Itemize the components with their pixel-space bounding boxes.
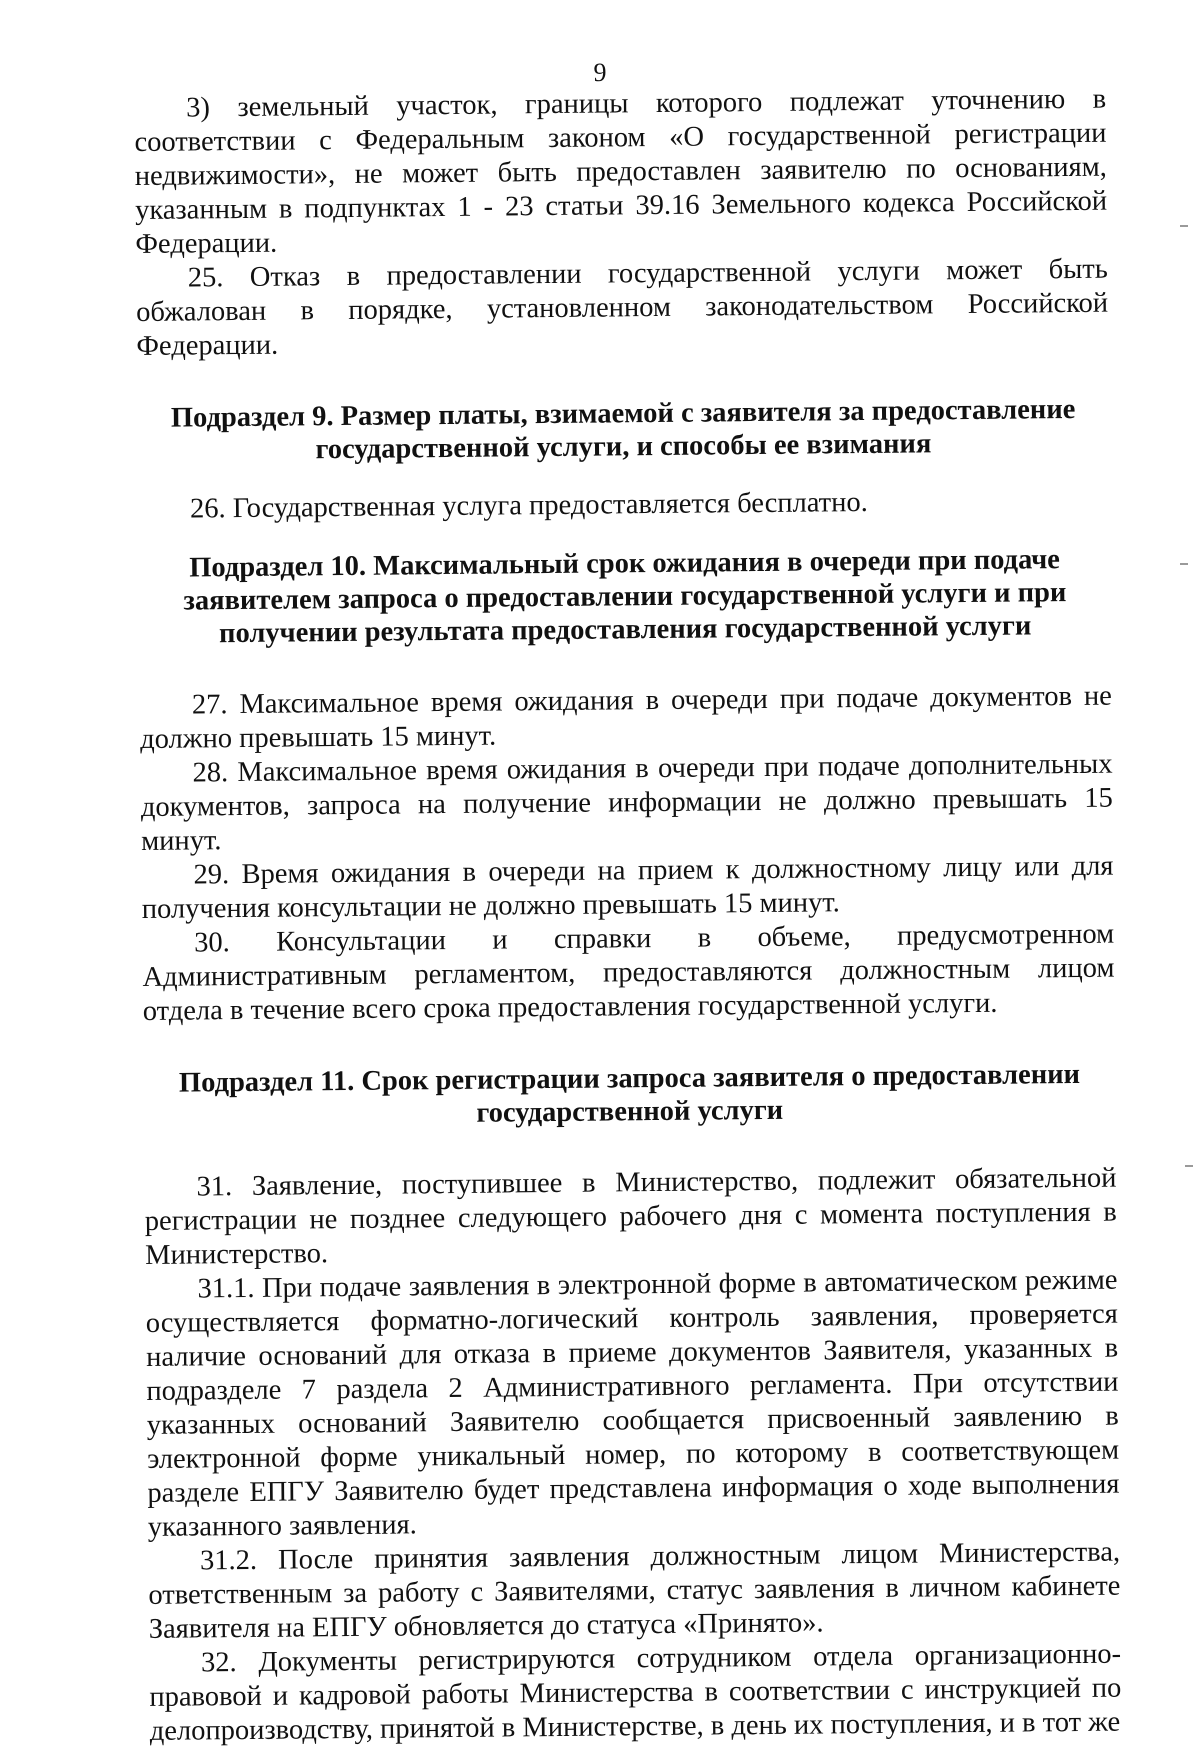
scan-mark <box>1180 563 1188 565</box>
paragraph-31: 31. Заявление, поступившее в Министерство, подлежит обязательной регистрации не позднее следующего рабочего дня с момента поступления в Министерство. <box>144 1162 1117 1271</box>
subsection-10-heading: Подраздел 10. Максимальный срок ожидания в очереди при подаче заявителем запроса о предоставлении государственной услуги и при получении результата предоставления государственной услуги <box>183 544 1067 650</box>
subsection-9-heading: Подраздел 9. Размер платы, взимаемой с заявителя за предоставление государственной услуги, и способы ее взимания <box>170 393 1076 466</box>
scan-mark <box>1185 1165 1193 1167</box>
paragraph-25: 25. Отказ в предоставлении государственной услуги может быть обжалован в порядке, установленном законодательством Российской Федерации. <box>135 253 1109 362</box>
paragraph-31-2: 31.2. После принятия заявления должностным лицом Министерства, ответственным за работу с Заявителями, статус заявления в личном кабинете Заявителя на ЕПГУ обновляется до статуса «Принято». <box>148 1536 1121 1645</box>
paragraph-26: 26. Государственная услуга предоставляется бесплатно. <box>189 486 868 525</box>
document-body <box>134 83 1122 1749</box>
paragraph-30: 30. Консультации и справки в объеме, предусмотренном Административным регламентом, предоставляются должностным лицом отдела в течение всего срока предоставления государственной услуги. <box>142 918 1115 1027</box>
paragraph-27: 27. Максимальное время ожидания в очереди при подаче документов не должно превышать 15 минут. <box>140 680 1112 755</box>
page-number: 9 <box>593 58 607 87</box>
paragraph-28: 28. Максимальное время ожидания в очереди при подаче дополнительных документов, запроса на получение информации не должно превышать 15 минут. <box>140 748 1113 857</box>
paragraph-item-3: 3) земельный участок, границы которого подлежат уточнению в соответствии с Федеральным законом «О государственной регистрации недвижимости», не может быть предоставлен заявителю по основаниям, указанным в подпунктах 1 - 23 статьи 39.16 Земельного кодекса Российской Федерации. <box>134 83 1108 260</box>
paragraph-31-1: 31.1. При подаче заявления в электронной форме в автоматическом режиме осуществляется форматно-логический контроль заявления, проверяется наличие оснований для отказа в приеме документов Заявителя, указанных в подразделе 7 раздела 2 Административного регламента. При отсутствии указанных оснований Заявителю сообщается присвоенный заявлению в электронной форме уникальный номер, по которому в соответствующем разделе ЕПГУ Заявителю будет представлена информация о ходе выполнения указанного заявления. <box>145 1264 1120 1543</box>
paragraph-29: 29. Время ожидания в очереди на прием к должностному лицу или для получения консультации не должно превышать 15 минут. <box>141 850 1114 925</box>
scan-mark <box>1180 225 1188 227</box>
paragraph-32: 32. Документы регистрируются сотрудником отдела организационно-правовой и кадровой работы Министерства в соответствии с инструкцией по делопроизводству, принятой в Министерстве, в день их поступления, и в тот же <box>149 1638 1122 1747</box>
subsection-11-heading: Подраздел 11. Срок регистрации запроса заявителя о предоставлении государственной услуги <box>178 1058 1081 1129</box>
